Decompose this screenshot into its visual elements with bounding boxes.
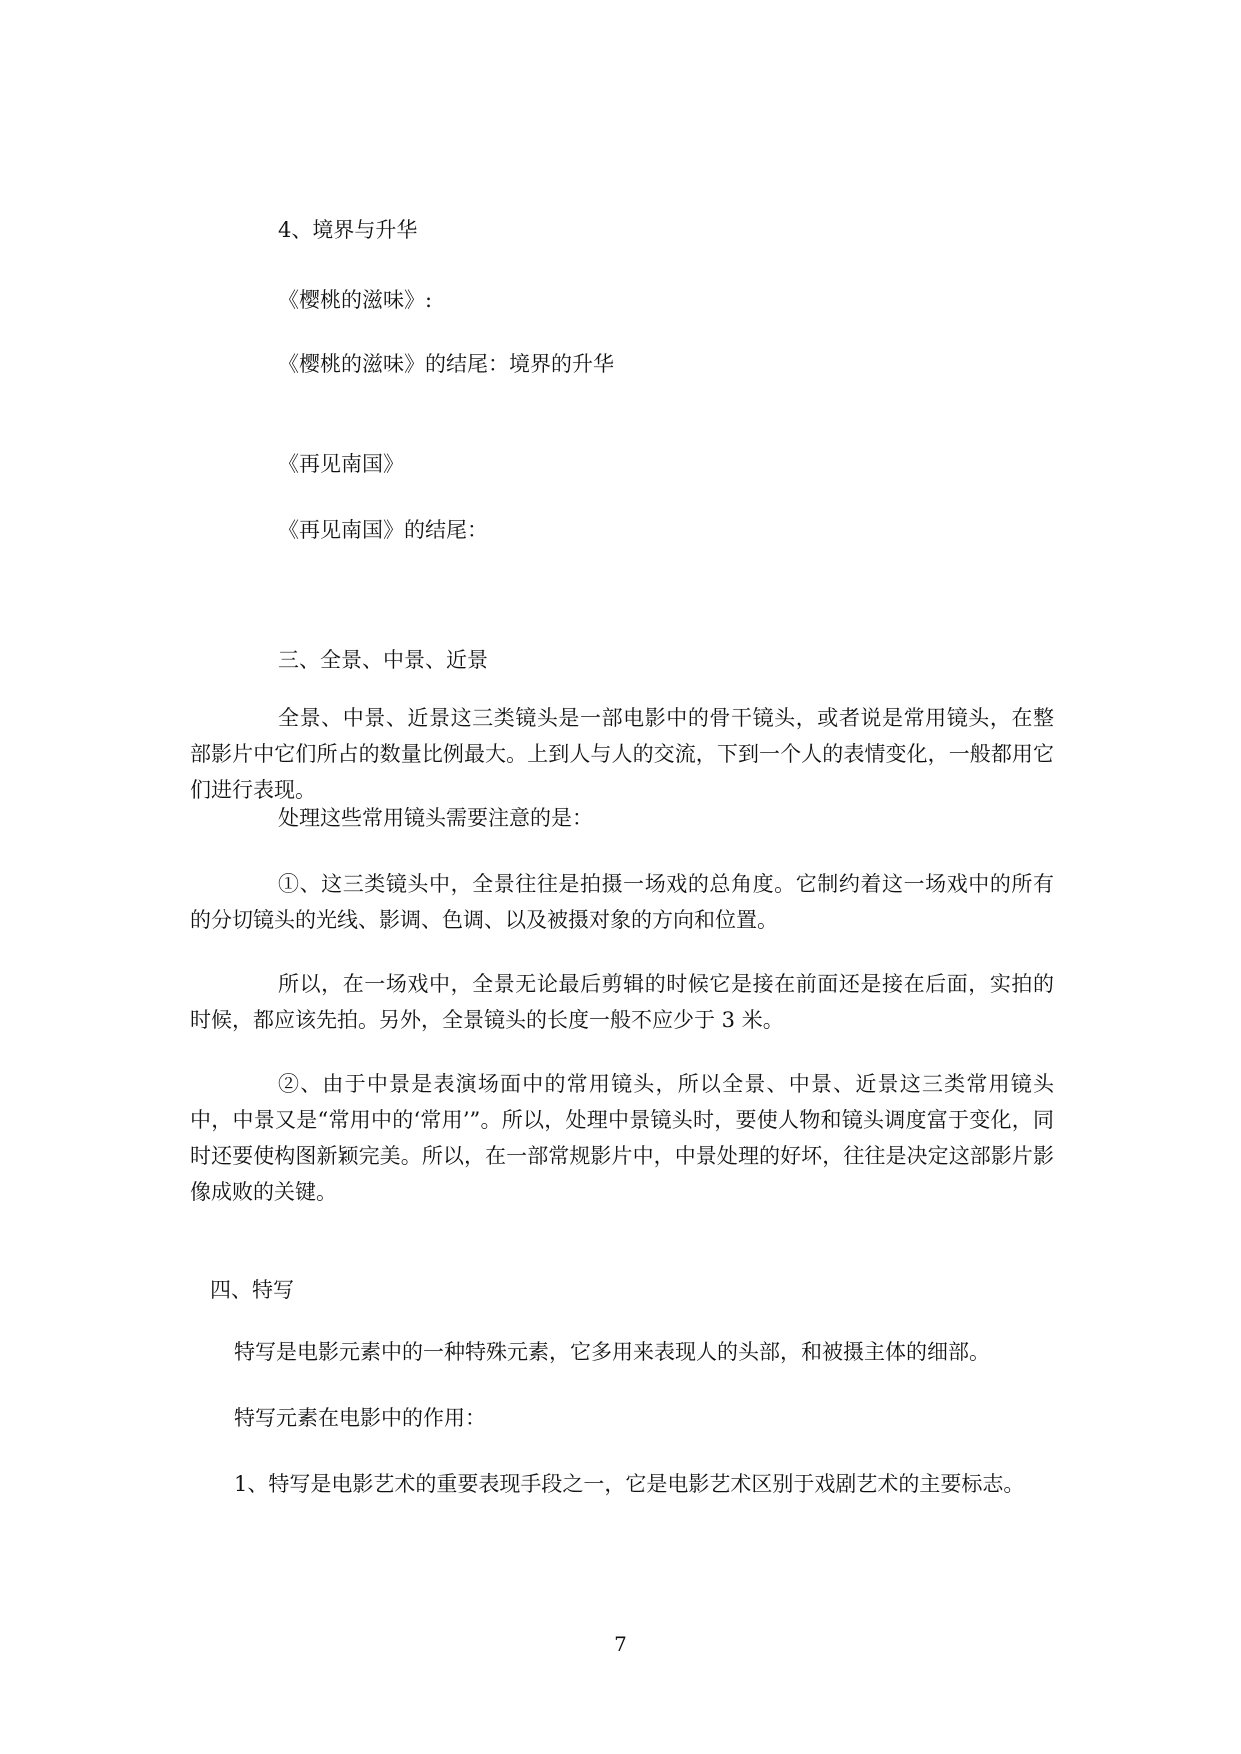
paragraph-point-1: ①、这三类镜头中，全景往往是拍摄一场戏的总角度。它制约着这一场戏中的所有的分切镜头的光线、影调、色调、以及被摄对象的方向和位置。 bbox=[190, 872, 1054, 932]
paragraph-attention: 处理这些常用镜头需要注意的是： bbox=[278, 806, 593, 830]
section-heading-realm: 4、境界与升华 bbox=[278, 218, 418, 242]
paragraph-shoot-first: 所以，在一场戏中，全景无论最后剪辑的时候它是接在前面还是接在后面，实拍的时候，都应该先拍。另外，全景镜头的长度一般不应少于 3 米。 bbox=[190, 972, 1054, 1032]
film-ending-cherry: 《樱桃的滋味》的结尾：境界的升华 bbox=[278, 352, 614, 376]
section-heading-shots: 三、全景、中景、近景 bbox=[278, 648, 488, 672]
paragraph-closeup-definition: 特写是电影元素中的一种特殊元素，它多用来表现人的头部，和被摄主体的细部。 bbox=[234, 1340, 990, 1364]
page-number: 7 bbox=[614, 1632, 627, 1656]
paragraph-closeup-point-1: 1、特写是电影艺术的重要表现手段之一，它是电影艺术区别于戏剧艺术的主要标志。 bbox=[234, 1472, 1025, 1496]
film-title-cherry: 《樱桃的滋味》: bbox=[278, 288, 433, 312]
paragraph-point-2: ②、由于中景是表演场面中的常用镜头，所以全景、中景、近景这三类常用镜头中，中景又是“常用中的‘常用’”。所以，处理中景镜头时，要使人物和镜头调度富于变化，同时还要使构图新颖完美。所以，在一部常规影片中，中景处理的好坏，往往是决定这部影片影像成败的关键。 bbox=[190, 1072, 1054, 1204]
film-title-goodbye-south: 《再见南国》 bbox=[278, 452, 404, 476]
paragraph-closeup-role: 特写元素在电影中的作用： bbox=[234, 1406, 486, 1430]
section-heading-closeup: 四、特写 bbox=[210, 1278, 294, 1302]
film-ending-goodbye-south: 《再见南国》的结尾： bbox=[278, 518, 488, 542]
paragraph-shots-intro: 全景、中景、近景这三类镜头是一部电影中的骨干镜头，或者说是常用镜头，在整部影片中它们所占的数量比例最大。上到人与人的交流，下到一个人的表情变化，一般都用它们进行表现。 bbox=[190, 706, 1054, 802]
